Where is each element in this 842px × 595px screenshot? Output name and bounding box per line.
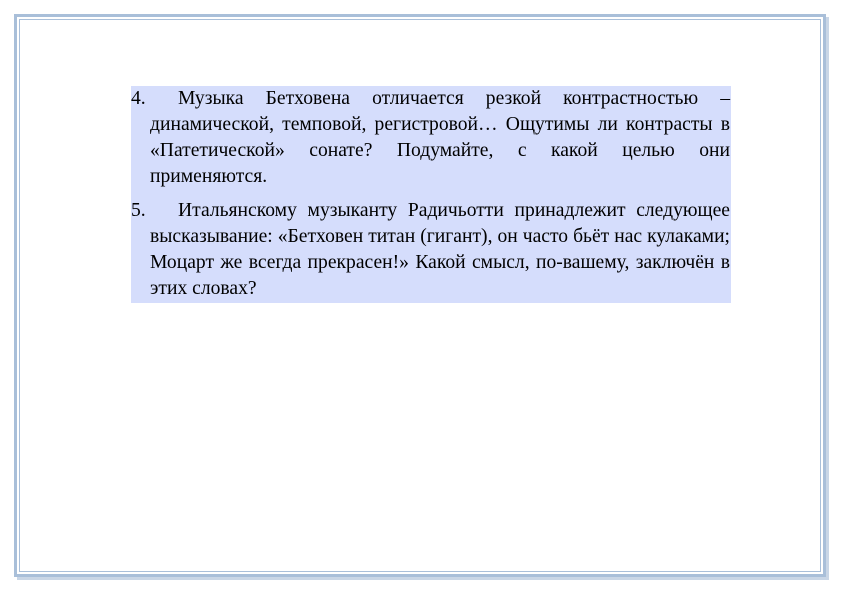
list-item-text xyxy=(150,198,730,302)
questions-text-box xyxy=(131,86,731,303)
list-item-number: 4. xyxy=(131,88,146,109)
list-item-question-4 xyxy=(131,86,730,190)
list-item-number: 5. xyxy=(131,200,146,221)
list-item-question-5 xyxy=(131,198,730,302)
question-4-text: Музыка Бетховена отличается резкой контрастностью – динамической, темповой, регистровой… Ощутимы ли контрасты в «Патетической» сонате? Подумайте, с какой целью они применяются. xyxy=(150,88,730,187)
list-item-text xyxy=(150,86,730,190)
question-5-text: Итальянскому музыканту Радичьотти принадлежит следующее высказывание: «Бетховен титан (гигант), он часто бьёт нас кулаками; Моцарт же всегда прекрасен!» Какой смысл, по-вашему, заключён в этих словах? xyxy=(150,200,730,299)
